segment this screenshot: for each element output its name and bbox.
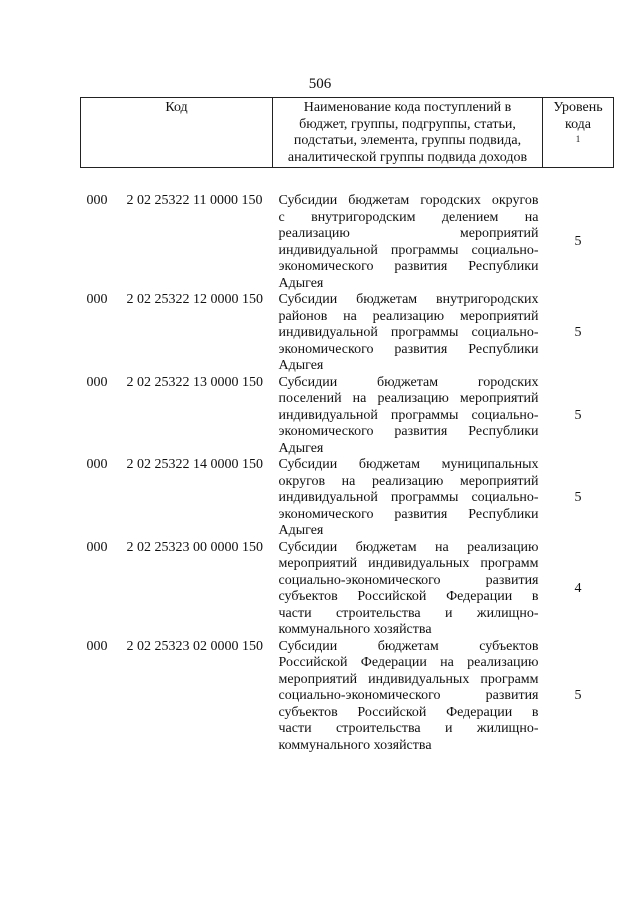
table-body bbox=[81, 168, 614, 755]
revenue-code: 2 02 25323 02 0000 150 bbox=[126, 638, 263, 654]
revenue-name-line: Субсидии бюджетам внутригородских bbox=[278, 292, 539, 307]
revenue-name-line: индивидуальной программы социально- bbox=[278, 407, 539, 423]
header-name-line: подстатьи, элемента, группы подвида, bbox=[293, 133, 522, 148]
code-level: 5 bbox=[574, 325, 582, 340]
admin-code: 000 bbox=[86, 457, 108, 472]
revenue-name-line: части строительства и жилищно- bbox=[278, 605, 539, 621]
revenue-name-line: экономического развития Республики bbox=[278, 506, 539, 522]
revenue-name-line: субъектов Российской Федерации в bbox=[278, 704, 539, 720]
code-level: 4 bbox=[574, 580, 582, 596]
revenue-code: 2 02 25323 00 0000 150 bbox=[126, 539, 263, 555]
table-header bbox=[81, 98, 614, 168]
revenue-name-line: реализацию мероприятий bbox=[278, 226, 539, 241]
revenue-name-line: Российской Федерации на реализацию bbox=[278, 655, 539, 670]
header-name bbox=[273, 98, 543, 168]
revenue-name bbox=[273, 457, 543, 540]
revenue-name-line: социально-экономического развития bbox=[278, 572, 539, 588]
revenue-name-line: районов на реализацию мероприятий bbox=[278, 308, 539, 324]
revenue-code: 2 02 25322 14 0000 150 bbox=[126, 457, 263, 472]
revenue-name-line: экономического развития Республики bbox=[278, 259, 539, 274]
admin-code: 000 bbox=[86, 193, 108, 208]
revenue-name-line: индивидуальной программы социально- bbox=[278, 490, 539, 505]
revenue-name-line: индивидуальной программы социально- bbox=[278, 242, 539, 258]
revenue-code: 2 02 25322 12 0000 150 bbox=[126, 292, 263, 307]
admin-code: 000 bbox=[86, 374, 108, 390]
revenue-name-line: Субсидии бюджетам городских bbox=[278, 374, 539, 390]
header-level-line2 bbox=[545, 117, 611, 150]
header-code: Код bbox=[81, 98, 273, 168]
revenue-name-line: субъектов Российской Федерации в bbox=[278, 589, 539, 604]
revenue-name-line: с внутригородским делением на bbox=[278, 209, 539, 225]
revenue-name-line: части строительства и жилищно- bbox=[278, 721, 539, 736]
table-row bbox=[81, 292, 614, 375]
revenue-name-line: округов на реализацию мероприятий bbox=[278, 473, 539, 489]
revenue-name bbox=[273, 639, 543, 755]
revenue-code: 2 02 25322 13 0000 150 bbox=[126, 374, 263, 390]
code-level: 5 bbox=[574, 407, 582, 423]
code-level: 5 bbox=[574, 234, 582, 250]
revenue-name-line: коммунального хозяйства bbox=[278, 622, 432, 637]
code-level: 5 bbox=[574, 688, 582, 703]
revenue-codes-table bbox=[80, 97, 614, 754]
revenue-code: 2 02 25322 11 0000 150 bbox=[126, 193, 263, 208]
revenue-name-line: Субсидии бюджетам городских округов bbox=[278, 193, 539, 208]
revenue-name-line: Адыгея bbox=[278, 440, 324, 456]
page-number: 506 bbox=[308, 76, 332, 92]
footnote-marker: 1 bbox=[575, 134, 581, 144]
header-level-line1: Уровень bbox=[553, 100, 603, 115]
code-level: 5 bbox=[574, 490, 582, 505]
revenue-name-line: коммунального хозяйства bbox=[278, 737, 432, 753]
revenue-name-line: Субсидии бюджетам муниципальных bbox=[278, 457, 539, 472]
header-name-line: бюджет, группы, подгруппы, статьи, bbox=[299, 116, 516, 132]
table-row bbox=[81, 639, 614, 755]
revenue-name-line: поселений на реализацию мероприятий bbox=[278, 391, 539, 406]
revenue-name-line: мероприятий индивидуальных программ bbox=[278, 556, 539, 571]
header-level bbox=[543, 98, 614, 168]
admin-code: 000 bbox=[86, 638, 108, 654]
table-row bbox=[81, 540, 614, 639]
revenue-name bbox=[273, 193, 543, 292]
revenue-name-line: Субсидии бюджетам на реализацию bbox=[278, 539, 539, 555]
header-name-line: аналитической группы подвида доходов bbox=[287, 149, 528, 165]
revenue-name-line: Адыгея bbox=[278, 358, 324, 373]
revenue-name-line: Адыгея bbox=[278, 523, 324, 538]
revenue-name bbox=[273, 292, 543, 375]
admin-code: 000 bbox=[86, 539, 108, 555]
table-row bbox=[81, 375, 614, 458]
header-spacer bbox=[81, 168, 614, 194]
admin-code: 000 bbox=[86, 292, 108, 307]
revenue-name-line: мероприятий индивидуальных программ bbox=[278, 671, 539, 687]
revenue-name-line: Адыгея bbox=[278, 275, 324, 291]
revenue-name-line: индивидуальной программы социально- bbox=[278, 325, 539, 340]
header-level-word: кода bbox=[564, 116, 592, 132]
header-name-line: Наименование кода поступлений в bbox=[303, 100, 512, 115]
revenue-name bbox=[273, 375, 543, 458]
revenue-name-line: социально-экономического развития bbox=[278, 688, 539, 703]
table-row bbox=[81, 457, 614, 540]
revenue-name-line: Субсидии бюджетам субъектов bbox=[278, 638, 539, 654]
table-row bbox=[81, 193, 614, 292]
revenue-name-line: экономического развития Республики bbox=[278, 424, 539, 439]
revenue-name-line: экономического развития Республики bbox=[278, 341, 539, 357]
revenue-name bbox=[273, 540, 543, 639]
